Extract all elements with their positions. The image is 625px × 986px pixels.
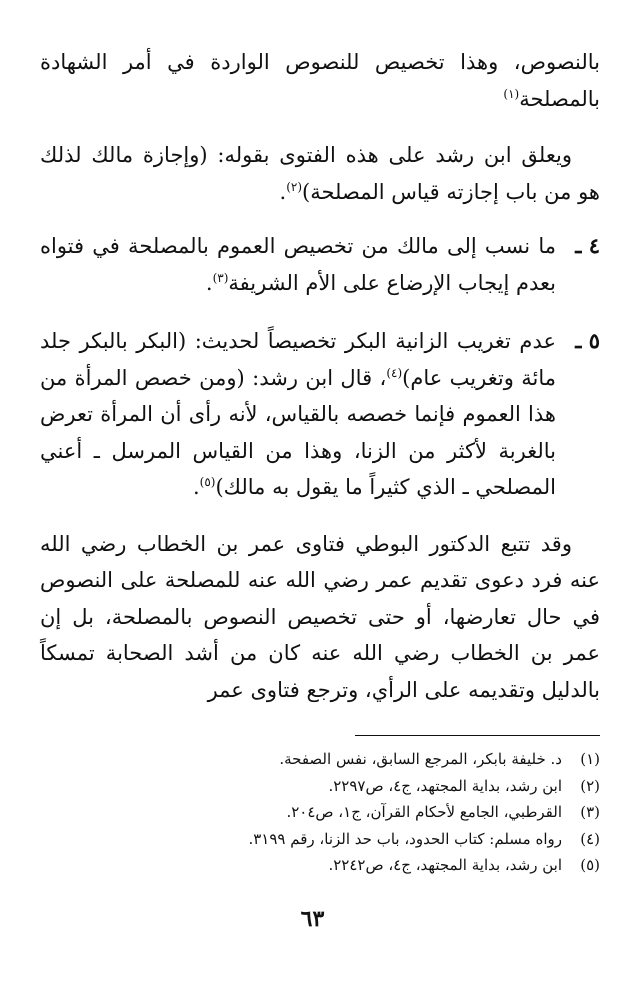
footnote-text-4: رواه مسلم: كتاب الحدود، باب حد الزنا، رقم ٣١٩٩. xyxy=(248,829,562,848)
footnote-text-3: القرطبي، الجامع لأحكام القرآن، ج١، ص٢٠٤. xyxy=(286,803,562,821)
paragraph-1-text: بالنصوص، وهذا تخصيص للنصوص الواردة في أمر الشهادة بالمصلحة xyxy=(40,50,600,111)
footnote-ref-4[interactable]: (٤) xyxy=(386,365,403,380)
footnote-text-5: ابن رشد، بداية المجتهد، ج٤، ص٢٢٤٢. xyxy=(328,856,562,874)
list-item-5-end: . xyxy=(192,475,200,499)
footnote-1 xyxy=(40,746,600,773)
page-body xyxy=(40,44,600,708)
footnote-separator xyxy=(355,735,600,736)
footnote-3 xyxy=(40,799,600,826)
footnote-ref-1[interactable]: (١) xyxy=(503,86,520,101)
footnote-mark-3: (٣) xyxy=(580,803,600,821)
paragraph-1 xyxy=(40,44,600,117)
footnote-mark-4: (٤) xyxy=(580,829,600,848)
footnote-4 xyxy=(40,826,600,853)
paragraph-6-text: وقد تتبع الدكتور البوطي فتاوى عمر بن الخطاب رضي الله عنه فرد دعوى تقديم عمر رضي الله عنه للمصلحة على النصوص في حال تعارضها، أو حتى تخصيص النصوص بالمصلحة، بل إن عمر بن الخطاب رضي الله عنه كان من أشد الصحابة تمسكاً بالدليل وتقديمه على الرأي، وترجع فتاوى عمر xyxy=(40,531,600,702)
footnote-5 xyxy=(40,852,600,879)
footnote-text-1: د. خليفة بابكر، المرجع السابق، نفس الصفحة. xyxy=(279,750,562,768)
footnote-2 xyxy=(40,773,600,800)
list-number-4: ٤ ـ xyxy=(575,233,600,258)
page-number: ٦٣ xyxy=(300,906,325,932)
footnote-ref-2[interactable]: (٢) xyxy=(286,179,303,194)
footnote-mark-1: (١) xyxy=(580,750,600,768)
paragraph-2-end: . xyxy=(279,179,287,204)
list-number-5: ٥ ـ xyxy=(575,328,600,353)
list-item-4-end: . xyxy=(205,270,213,295)
paragraph-2 xyxy=(40,137,600,210)
paragraph-6 xyxy=(40,526,600,709)
footnote-ref-3[interactable]: (٣) xyxy=(212,270,229,285)
footnote-ref-5[interactable]: (٥) xyxy=(199,475,216,489)
paragraph-2-text: ويعلق ابن رشد على هذه الفتوى بقوله: (وإجازة مالك لذلك هو من باب إجازته قياس المصلحة) xyxy=(40,143,600,204)
list-item-5-text-b: ، قال ابن رشد: (ومن خصص المرأة من هذا العموم فإنما خصصه بالقياس، لأنه رأى أن المرأة تعرض بالغربة لأكثر من الزنا، وهذا من القياس المرسل ـ أعني المصلحي ـ الذي كثيراً ما يقول به مالك) xyxy=(40,365,556,499)
list-item-5 xyxy=(40,323,600,506)
list-item-4 xyxy=(40,228,600,301)
footnote-mark-2: (٢) xyxy=(580,776,600,795)
list-item-5-text-a: عدم تغريب الزانية البكر تخصيصاً لحديث: (البكر بالبكر جلد مائة وتغريب عام) xyxy=(40,329,556,390)
footnote-mark-5: (٥) xyxy=(580,856,600,874)
footnotes xyxy=(40,746,600,879)
footnote-text-2: ابن رشد، بداية المجتهد، ج٤، ص٢٢٩٧. xyxy=(328,776,562,795)
list-item-4-text: ما نسب إلى مالك من تخصيص العموم بالمصلحة في فتواه بعدم إيجاب الإرضاع على الأم الشريفة xyxy=(40,234,556,295)
